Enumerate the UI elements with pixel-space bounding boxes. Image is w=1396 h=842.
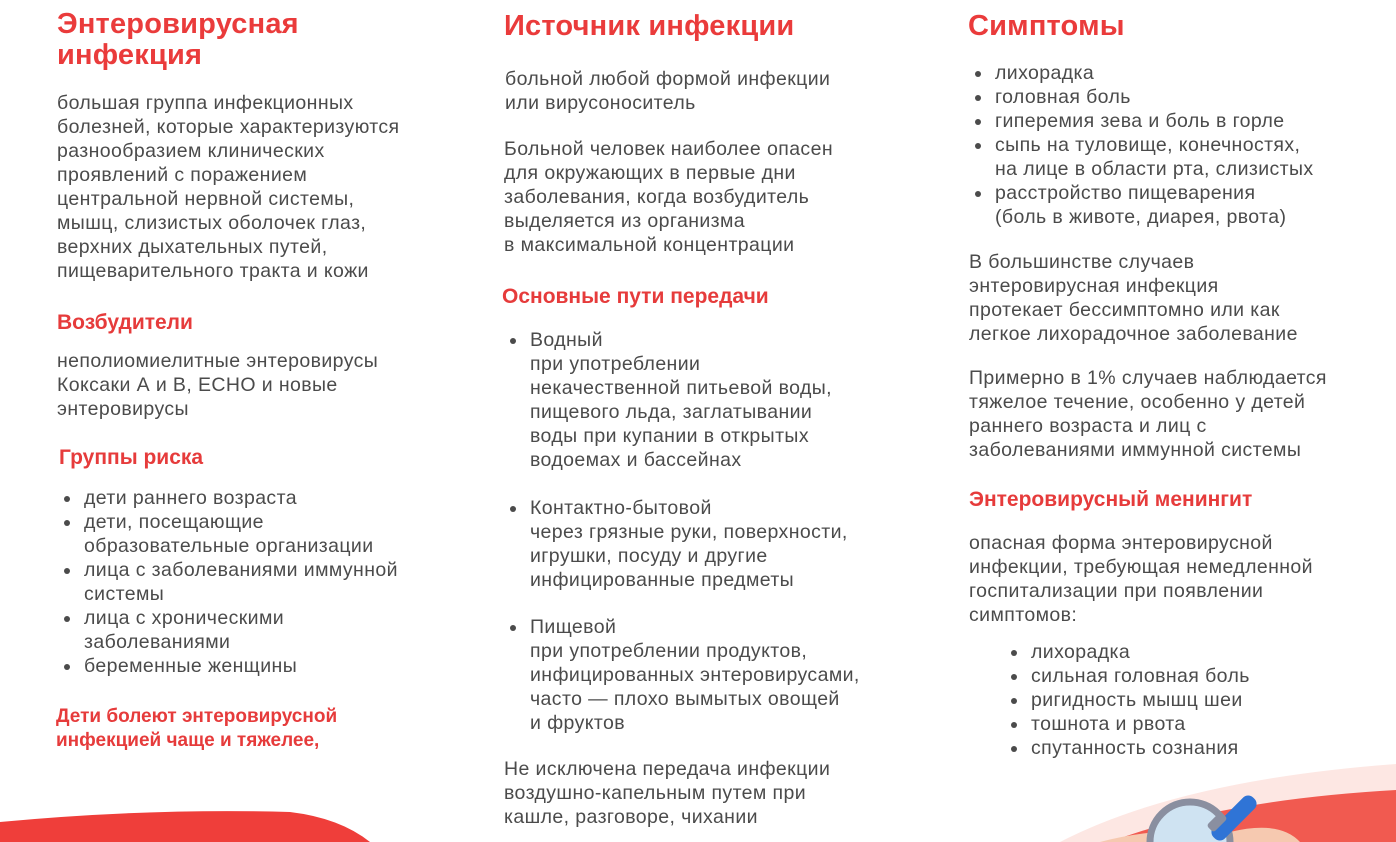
route-name: Водный <box>530 329 603 351</box>
pink-wave-bottom-right <box>1060 764 1396 842</box>
route-food <box>503 615 860 735</box>
list-item: лица с заболеваниями иммунной системы <box>57 558 398 606</box>
magnifier-icon <box>1150 793 1259 842</box>
route-contact <box>503 496 848 592</box>
skin-shape <box>1100 828 1300 842</box>
list-item: беременные женщины <box>57 654 398 678</box>
title-symptoms: Симптомы <box>968 10 1125 42</box>
list-item: лихорадка <box>1004 640 1250 664</box>
red-wave-bottom-right <box>1110 790 1396 842</box>
severe-course-text: Примерно в 1% случаев наблюдается тяжелое течение, особенно у детей раннего возраста и лиц с заболеваниями иммунной системы <box>969 367 1327 461</box>
meningitis-symptoms-list <box>1004 640 1250 760</box>
list-item: сыпь на туловище, конечностях, на лице в области рта, слизистых <box>968 133 1314 181</box>
pathogens-text: неполиомиелитные энтеровирусы Коксаки А и В, ECHO и новые энтеровирусы <box>57 350 379 420</box>
title-enterovirus-infection: Энтеровирусная инфекция <box>57 8 299 71</box>
list-item: дети раннего возраста <box>57 486 398 510</box>
list-item: расстройство пищеварения (боль в животе, диарея, рвота) <box>968 181 1314 229</box>
route-description: при употреблении продуктов, инфицированных энтеровирусами, часто — плохо вымытых овощей и фруктов <box>530 640 860 734</box>
bullet <box>510 625 516 631</box>
heading-meningitis: Энтеровирусный менингит <box>969 488 1253 511</box>
meningitis-text: опасная форма энтеровирусной инфекции, требующая немедленной госпитализации при появлении симптомов: <box>969 532 1313 626</box>
list-item: гиперемия зева и боль в горле <box>968 109 1314 133</box>
list-item: тошнота и рвота <box>1004 712 1250 736</box>
heading-risk-groups: Группы риска <box>59 446 204 469</box>
route-name: Контактно-бытовой <box>530 497 712 519</box>
children-alert-text: Дети болеют энтеровирусной инфекцией чаще и тяжелее, <box>56 706 338 751</box>
danger-text: Больной человек наиболее опасен для окружающих в первые дни заболевания, когда возбудитель выделяется из организма в максимальной концентрации <box>504 138 833 256</box>
list-item: головная боль <box>968 85 1314 109</box>
route-water <box>503 328 832 472</box>
heading-transmission-routes: Основные пути передачи <box>502 285 769 308</box>
bullet <box>510 506 516 512</box>
symptoms-list <box>968 61 1314 229</box>
route-description: через грязные руки, поверхности, игрушки, посуду и другие инфицированные предметы <box>530 521 848 591</box>
list-item: спутанность сознания <box>1004 736 1250 760</box>
list-item: лихорадка <box>968 61 1314 85</box>
airborne-text: Не исключена передача инфекции воздушно-капельным путем при кашле, разговоре, чихании <box>504 758 831 828</box>
route-description: при употреблении некачественной питьевой воды, пищевого льда, заглатывании воды при купании в открытых водоемах и бассейнах <box>530 353 833 471</box>
list-item: дети, посещающие образовательные организации <box>57 510 398 558</box>
risk-groups-list <box>57 486 398 678</box>
list-item: сильная головная боль <box>1004 664 1250 688</box>
list-item: лица с хроническими заболеваниями <box>57 606 398 654</box>
title-infection-source: Источник инфекции <box>504 10 795 42</box>
list-item: ригидность мышц шеи <box>1004 688 1250 712</box>
clipped-text-mask <box>40 752 460 792</box>
bullet <box>510 338 516 344</box>
heading-pathogens: Возбудители <box>57 311 193 334</box>
red-wave-bottom-left <box>0 811 370 842</box>
intro-text: большая группа инфекционных болезней, которые характеризуются разнообразием клинических проявлений с поражением центральной нервной системы, мышц, слизистых оболочек глаз, верхних дыхательных путей, пищеварительного тракта и кожи <box>57 92 400 282</box>
route-name: Пищевой <box>530 616 617 638</box>
asymptomatic-text: В большинстве случаев энтеровирусная инфекция протекает бессимптомно или как легкое лихорадочное заболевание <box>969 251 1298 345</box>
source-text: больной любой формой инфекции или вирусоноситель <box>505 68 831 114</box>
